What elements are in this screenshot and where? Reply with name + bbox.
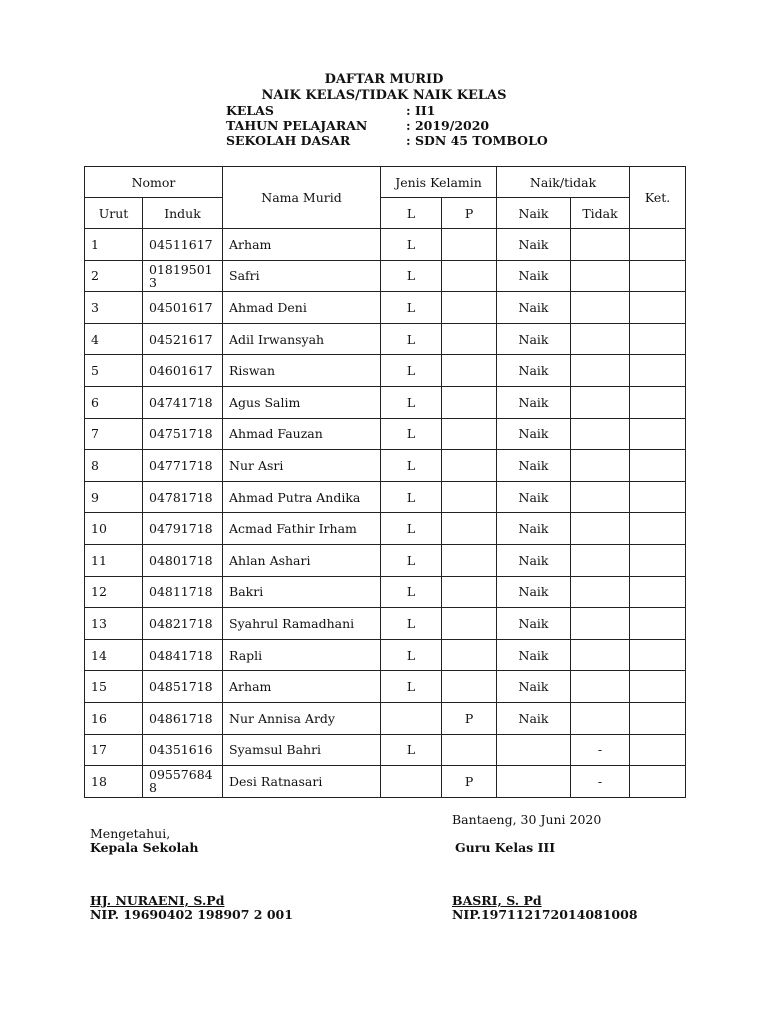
cell-p xyxy=(442,292,497,324)
cell-ket xyxy=(630,355,686,387)
info-value: : 2019/2020 xyxy=(406,118,490,133)
table-row xyxy=(85,544,686,576)
cell-nama: Ahmad Fauzan xyxy=(223,418,381,450)
cell-naik: Naik xyxy=(497,671,571,703)
cell-p xyxy=(442,481,497,513)
cell-ket xyxy=(630,608,686,640)
cell-naik: Naik xyxy=(497,292,571,324)
cell-nama: Desi Ratnasari xyxy=(223,766,381,798)
cell-urut: 17 xyxy=(85,734,143,766)
kepala-sekolah-title: Kepala Sekolah xyxy=(90,840,199,855)
cell-nama: Syahrul Ramadhani xyxy=(223,608,381,640)
cell-l: L xyxy=(381,481,442,513)
cell-p xyxy=(442,544,497,576)
cell-p xyxy=(442,355,497,387)
cell-urut: 5 xyxy=(85,355,143,387)
header-naik-tidak: Naik/tidak xyxy=(497,167,630,198)
cell-ket xyxy=(630,323,686,355)
cell-p xyxy=(442,734,497,766)
cell-induk: 04501617 xyxy=(143,292,223,324)
cell-nama: Arham xyxy=(223,671,381,703)
table-body xyxy=(85,229,686,798)
kepala-sekolah-name: HJ. NURAENI, S.Pd xyxy=(90,893,225,908)
cell-l: L xyxy=(381,418,442,450)
cell-induk: 095576848 xyxy=(143,766,223,798)
cell-nama: Ahlan Ashari xyxy=(223,544,381,576)
info-value: : SDN 45 TOMBOLO xyxy=(406,133,548,148)
cell-nama: Bakri xyxy=(223,576,381,608)
table-row xyxy=(85,229,686,261)
cell-induk: 04861718 xyxy=(143,702,223,734)
cell-l: L xyxy=(381,671,442,703)
cell-urut: 11 xyxy=(85,544,143,576)
cell-nama: Ahmad Putra Andika xyxy=(223,481,381,513)
cell-l: L xyxy=(381,323,442,355)
cell-urut: 15 xyxy=(85,671,143,703)
cell-ket xyxy=(630,544,686,576)
cell-induk: 04851718 xyxy=(143,671,223,703)
cell-urut: 4 xyxy=(85,323,143,355)
cell-nama: Safri xyxy=(223,260,381,292)
cell-urut: 7 xyxy=(85,418,143,450)
guru-kelas-name: BASRI, S. Pd xyxy=(452,893,542,908)
cell-p xyxy=(442,418,497,450)
header-urut: Urut xyxy=(85,198,143,229)
cell-p xyxy=(442,260,497,292)
cell-tidak xyxy=(571,671,630,703)
cell-induk: 04781718 xyxy=(143,481,223,513)
cell-ket xyxy=(630,639,686,671)
cell-naik xyxy=(497,734,571,766)
cell-naik: Naik xyxy=(497,481,571,513)
table-row xyxy=(85,576,686,608)
cell-tidak: - xyxy=(571,766,630,798)
cell-tidak xyxy=(571,355,630,387)
cell-naik: Naik xyxy=(497,323,571,355)
table-header-row xyxy=(85,167,686,198)
cell-tidak xyxy=(571,702,630,734)
document-title: DAFTAR MURID xyxy=(324,72,444,87)
place-date: Bantaeng, 30 Juni 2020 xyxy=(452,812,602,827)
cell-urut: 16 xyxy=(85,702,143,734)
info-label: SEKOLAH DASAR xyxy=(226,133,351,148)
cell-tidak xyxy=(571,418,630,450)
table-row xyxy=(85,608,686,640)
document-subtitle: NAIK KELAS/TIDAK NAIK KELAS xyxy=(261,88,507,103)
cell-l: L xyxy=(381,608,442,640)
cell-ket xyxy=(630,576,686,608)
cell-p xyxy=(442,513,497,545)
cell-tidak xyxy=(571,260,630,292)
table-row xyxy=(85,671,686,703)
cell-induk: 04521617 xyxy=(143,323,223,355)
cell-induk: 04841718 xyxy=(143,639,223,671)
cell-ket xyxy=(630,671,686,703)
table-subheader-row xyxy=(85,198,686,229)
cell-p: P xyxy=(442,766,497,798)
cell-ket xyxy=(630,702,686,734)
cell-nama: Adil Irwansyah xyxy=(223,323,381,355)
cell-urut: 14 xyxy=(85,639,143,671)
cell-nama: Agus Salim xyxy=(223,386,381,418)
cell-l xyxy=(381,702,442,734)
cell-tidak xyxy=(571,576,630,608)
cell-p xyxy=(442,450,497,482)
cell-ket xyxy=(630,734,686,766)
guru-kelas-nip: NIP.197112172014081008 xyxy=(452,907,638,922)
table-row xyxy=(85,639,686,671)
cell-urut: 13 xyxy=(85,608,143,640)
table-row xyxy=(85,292,686,324)
cell-induk: 04821718 xyxy=(143,608,223,640)
cell-l: L xyxy=(381,513,442,545)
header-nomor: Nomor xyxy=(85,167,223,198)
cell-p: P xyxy=(442,702,497,734)
cell-tidak xyxy=(571,513,630,545)
table-row xyxy=(85,355,686,387)
cell-l: L xyxy=(381,576,442,608)
cell-nama: Acmad Fathir Irham xyxy=(223,513,381,545)
cell-naik: Naik xyxy=(497,608,571,640)
cell-p xyxy=(442,323,497,355)
cell-ket xyxy=(630,418,686,450)
cell-l: L xyxy=(381,734,442,766)
header-tidak: Tidak xyxy=(571,198,630,229)
cell-l: L xyxy=(381,639,442,671)
cell-urut: 9 xyxy=(85,481,143,513)
cell-ket xyxy=(630,481,686,513)
kepala-sekolah-nip: NIP. 19690402 198907 2 001 xyxy=(90,907,293,922)
table-row xyxy=(85,418,686,450)
cell-urut: 8 xyxy=(85,450,143,482)
cell-tidak xyxy=(571,608,630,640)
cell-naik: Naik xyxy=(497,418,571,450)
table-row xyxy=(85,260,686,292)
cell-nama: Rapli xyxy=(223,639,381,671)
cell-ket xyxy=(630,386,686,418)
cell-urut: 6 xyxy=(85,386,143,418)
table-row xyxy=(85,513,686,545)
info-row-kelas xyxy=(226,103,548,118)
cell-induk: 04741718 xyxy=(143,386,223,418)
cell-induk: 04351616 xyxy=(143,734,223,766)
header-l: L xyxy=(381,198,442,229)
cell-naik: Naik xyxy=(497,639,571,671)
student-table xyxy=(84,166,686,798)
cell-naik: Naik xyxy=(497,386,571,418)
cell-nama: Riswan xyxy=(223,355,381,387)
info-value: : II1 xyxy=(406,103,436,118)
cell-ket xyxy=(630,229,686,261)
cell-p xyxy=(442,639,497,671)
cell-l: L xyxy=(381,260,442,292)
table-row xyxy=(85,386,686,418)
table-row xyxy=(85,450,686,482)
cell-tidak xyxy=(571,323,630,355)
info-row-tahun xyxy=(226,118,548,133)
header-ket: Ket. xyxy=(630,167,686,229)
cell-urut: 1 xyxy=(85,229,143,261)
cell-l: L xyxy=(381,450,442,482)
cell-l: L xyxy=(381,229,442,261)
cell-induk: 04771718 xyxy=(143,450,223,482)
cell-naik: Naik xyxy=(497,544,571,576)
cell-p xyxy=(442,671,497,703)
cell-tidak xyxy=(571,229,630,261)
cell-l: L xyxy=(381,386,442,418)
header-p: P xyxy=(442,198,497,229)
cell-induk: 04601617 xyxy=(143,355,223,387)
info-label: KELAS xyxy=(226,103,274,118)
cell-tidak xyxy=(571,481,630,513)
cell-nama: Arham xyxy=(223,229,381,261)
cell-nama: Syamsul Bahri xyxy=(223,734,381,766)
cell-ket xyxy=(630,766,686,798)
cell-tidak: - xyxy=(571,734,630,766)
guru-kelas-title: Guru Kelas III xyxy=(455,840,556,855)
cell-induk: 04751718 xyxy=(143,418,223,450)
cell-naik: Naik xyxy=(497,450,571,482)
cell-nama: Ahmad Deni xyxy=(223,292,381,324)
cell-induk: 04511617 xyxy=(143,229,223,261)
cell-naik: Naik xyxy=(497,576,571,608)
cell-ket xyxy=(630,513,686,545)
cell-ket xyxy=(630,292,686,324)
cell-tidak xyxy=(571,386,630,418)
table-row xyxy=(85,323,686,355)
cell-ket xyxy=(630,450,686,482)
header-naik: Naik xyxy=(497,198,571,229)
info-label: TAHUN PELAJARAN xyxy=(226,118,368,133)
cell-p xyxy=(442,386,497,418)
cell-induk: 04801718 xyxy=(143,544,223,576)
cell-urut: 10 xyxy=(85,513,143,545)
cell-p xyxy=(442,608,497,640)
cell-naik xyxy=(497,766,571,798)
cell-urut: 18 xyxy=(85,766,143,798)
cell-l xyxy=(381,766,442,798)
cell-tidak xyxy=(571,639,630,671)
cell-nama: Nur Asri xyxy=(223,450,381,482)
cell-l: L xyxy=(381,355,442,387)
cell-naik: Naik xyxy=(497,260,571,292)
table-row xyxy=(85,766,686,798)
cell-induk: 04811718 xyxy=(143,576,223,608)
cell-induk: 018195013 xyxy=(143,260,223,292)
cell-naik: Naik xyxy=(497,355,571,387)
cell-p xyxy=(442,229,497,261)
cell-urut: 2 xyxy=(85,260,143,292)
cell-naik: Naik xyxy=(497,702,571,734)
cell-p xyxy=(442,576,497,608)
cell-naik: Naik xyxy=(497,513,571,545)
header-induk: Induk xyxy=(143,198,223,229)
mengetahui-label: Mengetahui, xyxy=(90,826,171,841)
cell-urut: 3 xyxy=(85,292,143,324)
header-nama: Nama Murid xyxy=(223,167,381,229)
cell-naik: Naik xyxy=(497,229,571,261)
cell-ket xyxy=(630,260,686,292)
cell-l: L xyxy=(381,292,442,324)
table-row xyxy=(85,702,686,734)
cell-tidak xyxy=(571,292,630,324)
cell-l: L xyxy=(381,544,442,576)
table-row xyxy=(85,481,686,513)
info-row-sekolah xyxy=(226,133,548,148)
table-row xyxy=(85,734,686,766)
class-info xyxy=(226,103,548,148)
cell-nama: Nur Annisa Ardy xyxy=(223,702,381,734)
cell-induk: 04791718 xyxy=(143,513,223,545)
cell-urut: 12 xyxy=(85,576,143,608)
cell-tidak xyxy=(571,544,630,576)
header-jenis-kelamin: Jenis Kelamin xyxy=(381,167,497,198)
cell-tidak xyxy=(571,450,630,482)
